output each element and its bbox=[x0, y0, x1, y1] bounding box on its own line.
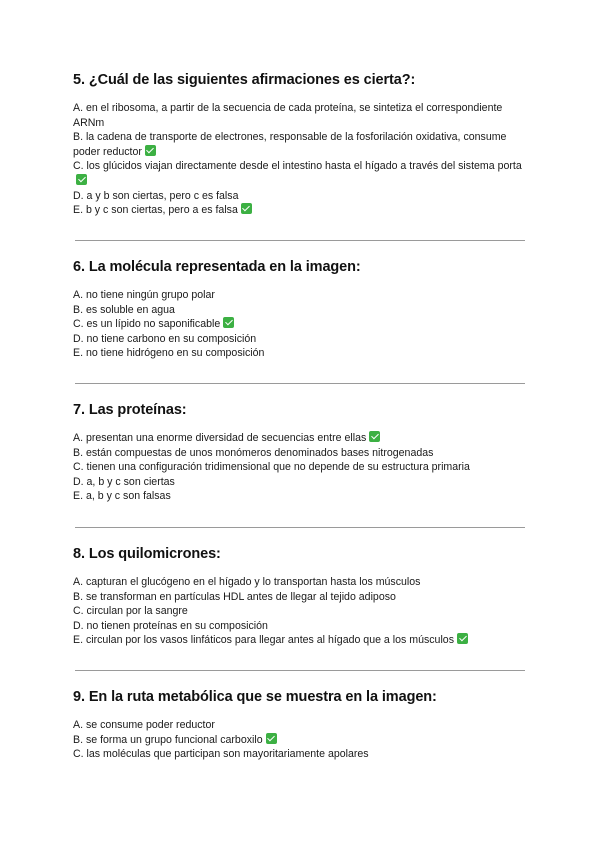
option-b bbox=[73, 303, 525, 318]
options-list bbox=[73, 575, 525, 648]
check-mark-icon bbox=[266, 733, 277, 744]
option-text: A. no tiene ningún grupo polar bbox=[73, 289, 215, 301]
question-title: 7. Las proteínas: bbox=[73, 402, 187, 418]
question-title: 5. ¿Cuál de las siguientes afirmaciones es cierta?: bbox=[73, 72, 416, 88]
question-6 bbox=[73, 259, 525, 361]
option-a bbox=[73, 101, 525, 130]
option-d bbox=[73, 619, 525, 634]
option-e bbox=[73, 633, 525, 648]
check-mark-icon bbox=[241, 203, 252, 214]
question-5 bbox=[73, 72, 525, 218]
option-a bbox=[73, 718, 525, 733]
option-text: A. se consume poder reductor bbox=[73, 719, 215, 731]
check-mark-icon bbox=[223, 317, 234, 328]
question-9 bbox=[73, 689, 525, 762]
option-d bbox=[73, 332, 525, 347]
question-8 bbox=[73, 546, 525, 648]
option-text: C. los glúcidos viajan directamente desde el intestino hasta el hígado a través del sistema porta bbox=[73, 160, 522, 173]
check-mark-icon bbox=[457, 633, 468, 644]
options-list bbox=[73, 431, 525, 504]
option-c bbox=[73, 159, 525, 188]
options-list bbox=[73, 718, 525, 762]
option-c bbox=[73, 604, 525, 619]
option-d bbox=[73, 475, 525, 490]
check-mark-icon bbox=[369, 431, 380, 442]
option-text: D. no tiene carbono en su composición bbox=[73, 332, 257, 345]
option-b bbox=[73, 130, 525, 159]
option-c bbox=[73, 747, 525, 762]
option-text: B. la cadena de transporte de electrones, responsable de la fosforilación oxidativa, consume poder reductor bbox=[73, 131, 507, 158]
question-title: 9. En la ruta metabólica que se muestra en la imagen: bbox=[73, 689, 437, 705]
option-text: E. no tiene hidrógeno en su composición bbox=[73, 347, 265, 360]
option-d bbox=[73, 189, 525, 204]
option-text: A. capturan el glucógeno en el hígado y lo transportan hasta los músculos bbox=[73, 576, 421, 588]
question-title: 6. La molécula representada en la imagen: bbox=[73, 259, 361, 275]
option-c bbox=[73, 317, 525, 332]
question-title: 8. Los quilomicrones: bbox=[73, 546, 221, 562]
option-text: C. las moléculas que participan son mayoritariamente apolares bbox=[73, 748, 369, 761]
option-c bbox=[73, 460, 525, 475]
option-e bbox=[73, 346, 525, 361]
option-text: D. a y b son ciertas, pero c es falsa bbox=[73, 189, 239, 202]
option-e bbox=[73, 203, 525, 218]
option-a bbox=[73, 575, 525, 590]
option-text: E. a, b y c son falsas bbox=[73, 490, 171, 503]
option-b bbox=[73, 446, 525, 461]
option-e bbox=[73, 489, 525, 504]
option-text: C. tienen una configuración tridimensional que no depende de su estructura primaria bbox=[73, 461, 470, 474]
check-mark-icon bbox=[76, 174, 87, 185]
option-b bbox=[73, 590, 525, 605]
option-a bbox=[73, 431, 525, 446]
option-text: A. presentan una enorme diversidad de secuencias entre ellas bbox=[73, 432, 367, 444]
option-text: B. se forma un grupo funcional carboxilo bbox=[73, 733, 263, 746]
option-text: D. a, b y c son ciertas bbox=[73, 475, 175, 488]
section-divider bbox=[75, 240, 525, 241]
option-text: E. circulan por los vasos linfáticos para llegar antes al hígado que a los músculos bbox=[73, 634, 454, 647]
check-mark-icon bbox=[145, 145, 156, 156]
option-text: B. están compuestas de unos monómeros denominados bases nitrogenadas bbox=[73, 446, 434, 459]
option-text: A. en el ribosoma, a partir de la secuencia de cada proteína, se sintetiza el correspondiente ARNm bbox=[73, 102, 503, 129]
option-text: C. es un lípido no saponificable bbox=[73, 318, 221, 331]
options-list bbox=[73, 101, 525, 218]
option-text: B. es soluble en agua bbox=[73, 303, 175, 316]
option-a bbox=[73, 288, 525, 303]
section-divider bbox=[75, 527, 525, 528]
option-text: C. circulan por la sangre bbox=[73, 605, 188, 618]
option-text: D. no tienen proteínas en su composición bbox=[73, 619, 268, 632]
question-7 bbox=[73, 402, 525, 504]
option-b bbox=[73, 733, 525, 748]
section-divider bbox=[75, 670, 525, 671]
section-divider bbox=[75, 383, 525, 384]
options-list bbox=[73, 288, 525, 361]
option-text: B. se transforman en partículas HDL antes de llegar al tejido adiposo bbox=[73, 590, 396, 603]
option-text: E. b y c son ciertas, pero a es falsa bbox=[73, 204, 238, 217]
